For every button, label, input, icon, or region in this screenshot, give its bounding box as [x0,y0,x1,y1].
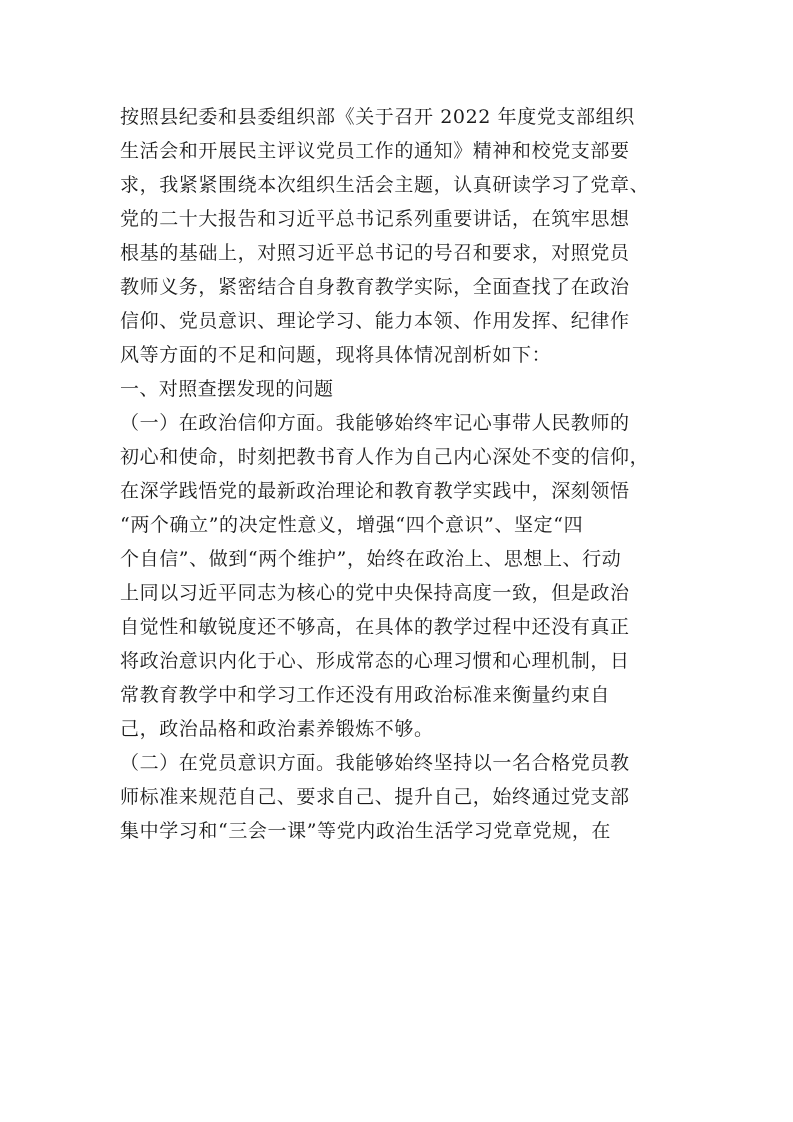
text-line: （一）在政治信仰方面。我能够始终牢记心事带人民教师的 [120,412,630,434]
text-line: 师标准来规范自己、要求自己、提升自己，始终通过党支部 [120,786,630,808]
text-line: 按照县纪委和县委组织部《关于召开 2022 年度党支部组织 [120,106,635,128]
party-awareness-paragraph [120,746,680,848]
text-line: 在深学践悟党的最新政治理论和教育教学实践中，深刻领悟 [120,480,630,502]
text-line: 初心和使命，时刻把教书育人作为自己内心深处不变的信仰， [120,446,650,468]
political-belief-paragraph [120,406,680,746]
section-heading: 一、对照查摆发现的问题 [120,378,334,400]
text-line: 己，政治品格和政治素养锻炼不够。 [120,718,434,740]
text-line: 信仰、党员意识、理论学习、能力本领、作用发挥、纪律作 [120,310,630,332]
text-line: 求，我紧紧围绕本次组织生活会主题，认真研读学习了党章、 [120,174,650,196]
text-line: 将政治意识内化于心、形成常态的心理习惯和心理机制，日 [120,650,630,672]
text-line: 教师义务，紧密结合自身教育教学实际，全面查找了在政治 [120,276,630,298]
text-line: 根基的基础上，对照习近平总书记的号召和要求，对照党员 [120,242,630,264]
text-line: （二）在党员意识方面。我能够始终坚持以一名合格党员教 [120,752,630,774]
text-line: 生活会和开展民主评议党员工作的通知》精神和校党支部要 [120,140,630,162]
text-line: 个自信”、做到“两个维护”，始终在政治上、思想上、行动 [120,548,622,570]
text-line: “两个确立”的决定性意义，增强“四个意识”、坚定“四 [120,514,584,536]
text-line: 常教育教学中和学习工作还没有用政治标准来衡量约束自 [120,684,611,706]
text-line: 党的二十大报告和习近平总书记系列重要讲话，在筑牢思想 [120,208,630,230]
text-line: 自觉性和敏锐度还不够高，在具体的教学过程中还没有真正 [120,616,630,638]
intro-paragraph [120,100,680,372]
document-body [120,100,680,848]
text-line: 集中学习和“三会一课”等党内政治生活学习党章党规，在 [120,820,612,842]
text-line: 风等方面的不足和问题，现将具体情况剖析如下： [120,344,552,366]
text-line: 上同以习近平同志为核心的党中央保持高度一致，但是政治 [120,582,630,604]
